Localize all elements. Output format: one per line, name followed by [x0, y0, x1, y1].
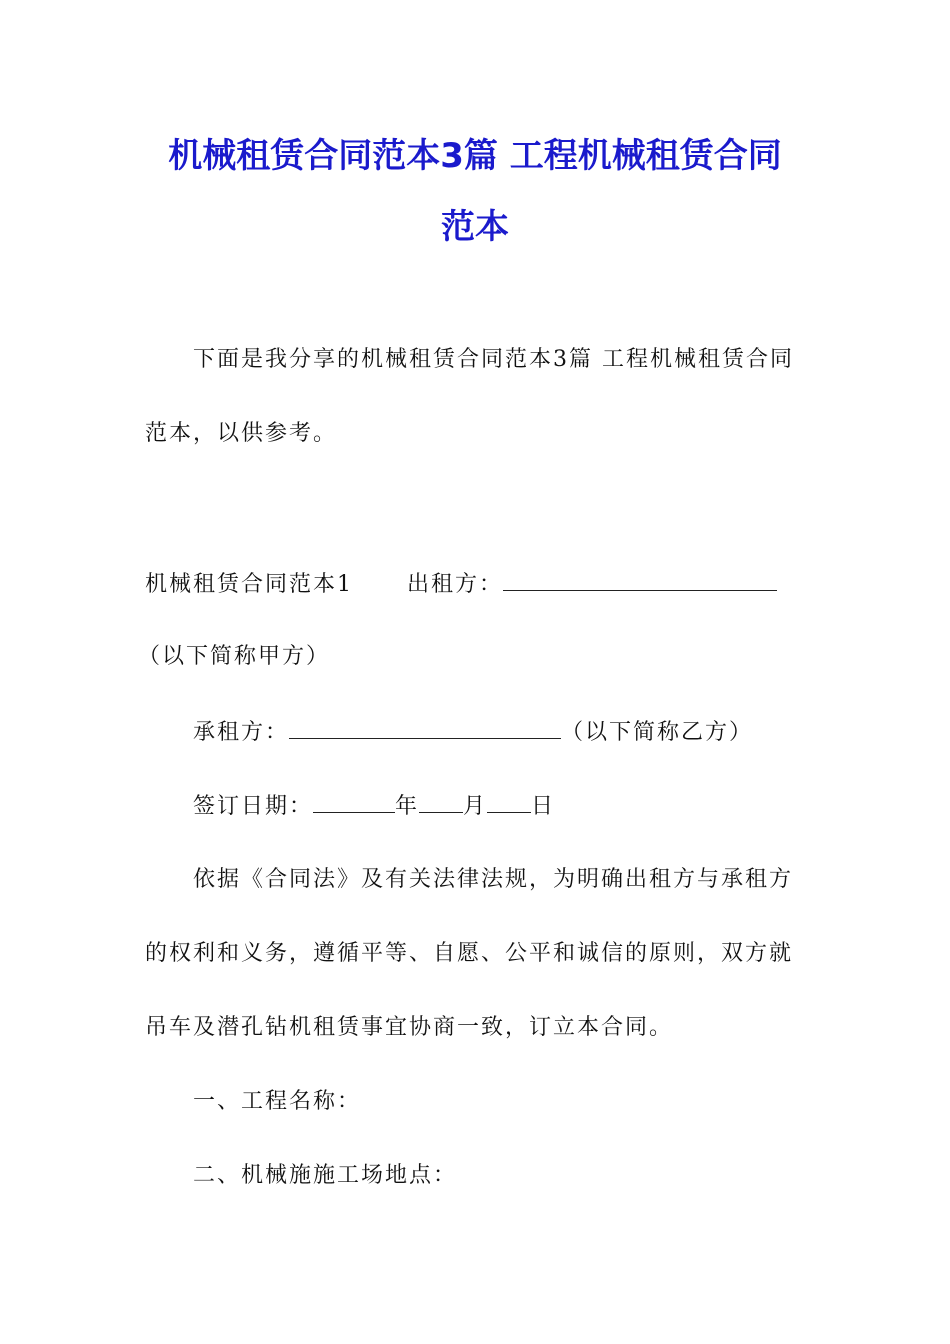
lessor-blank: [503, 568, 777, 591]
lessee-suffix: （以下简称乙方）: [561, 720, 754, 745]
basis-line-2: 的权利和义务，遵循平等、自愿、公平和诚信的原则，双方就: [145, 941, 794, 966]
intro-line-1: 下面是我分享的机械租赁合同范本3篇 工程机械租赁合同: [193, 347, 794, 372]
lessee-blank: [289, 716, 561, 739]
document-title-line-1: 机械租赁合同范本3篇 工程机械租赁合同: [168, 136, 782, 176]
clause-project-name: 一、工程名称：: [193, 1089, 362, 1114]
clause-site-location: 二、机械施施工场地点：: [193, 1163, 458, 1188]
lessor-label: 出租方：: [407, 572, 504, 597]
contract-heading-row: [145, 568, 777, 600]
date-year: 年: [395, 794, 420, 819]
date-day: 日: [531, 794, 556, 819]
day-blank: [487, 790, 531, 813]
lessee-label: 承租方：: [193, 720, 290, 745]
year-blank: [313, 790, 395, 813]
basis-line-3: 吊车及潜孔钻机租赁事宜协商一致，订立本合同。: [145, 1015, 674, 1040]
month-blank: [419, 790, 463, 813]
contract-heading: 机械租赁合同范本1: [145, 572, 353, 597]
signing-date-row: [193, 790, 555, 822]
lessor-suffix: （以下简称甲方）: [138, 644, 331, 669]
document-title-line-2: 范本: [441, 207, 509, 247]
lessee-row: [193, 716, 753, 748]
intro-line-2: 范本，以供参考。: [145, 421, 338, 446]
basis-line-1: 依据《合同法》及有关法律法规，为明确出租方与承租方: [193, 867, 794, 892]
date-label: 签订日期：: [193, 794, 314, 819]
date-month: 月: [463, 794, 488, 819]
